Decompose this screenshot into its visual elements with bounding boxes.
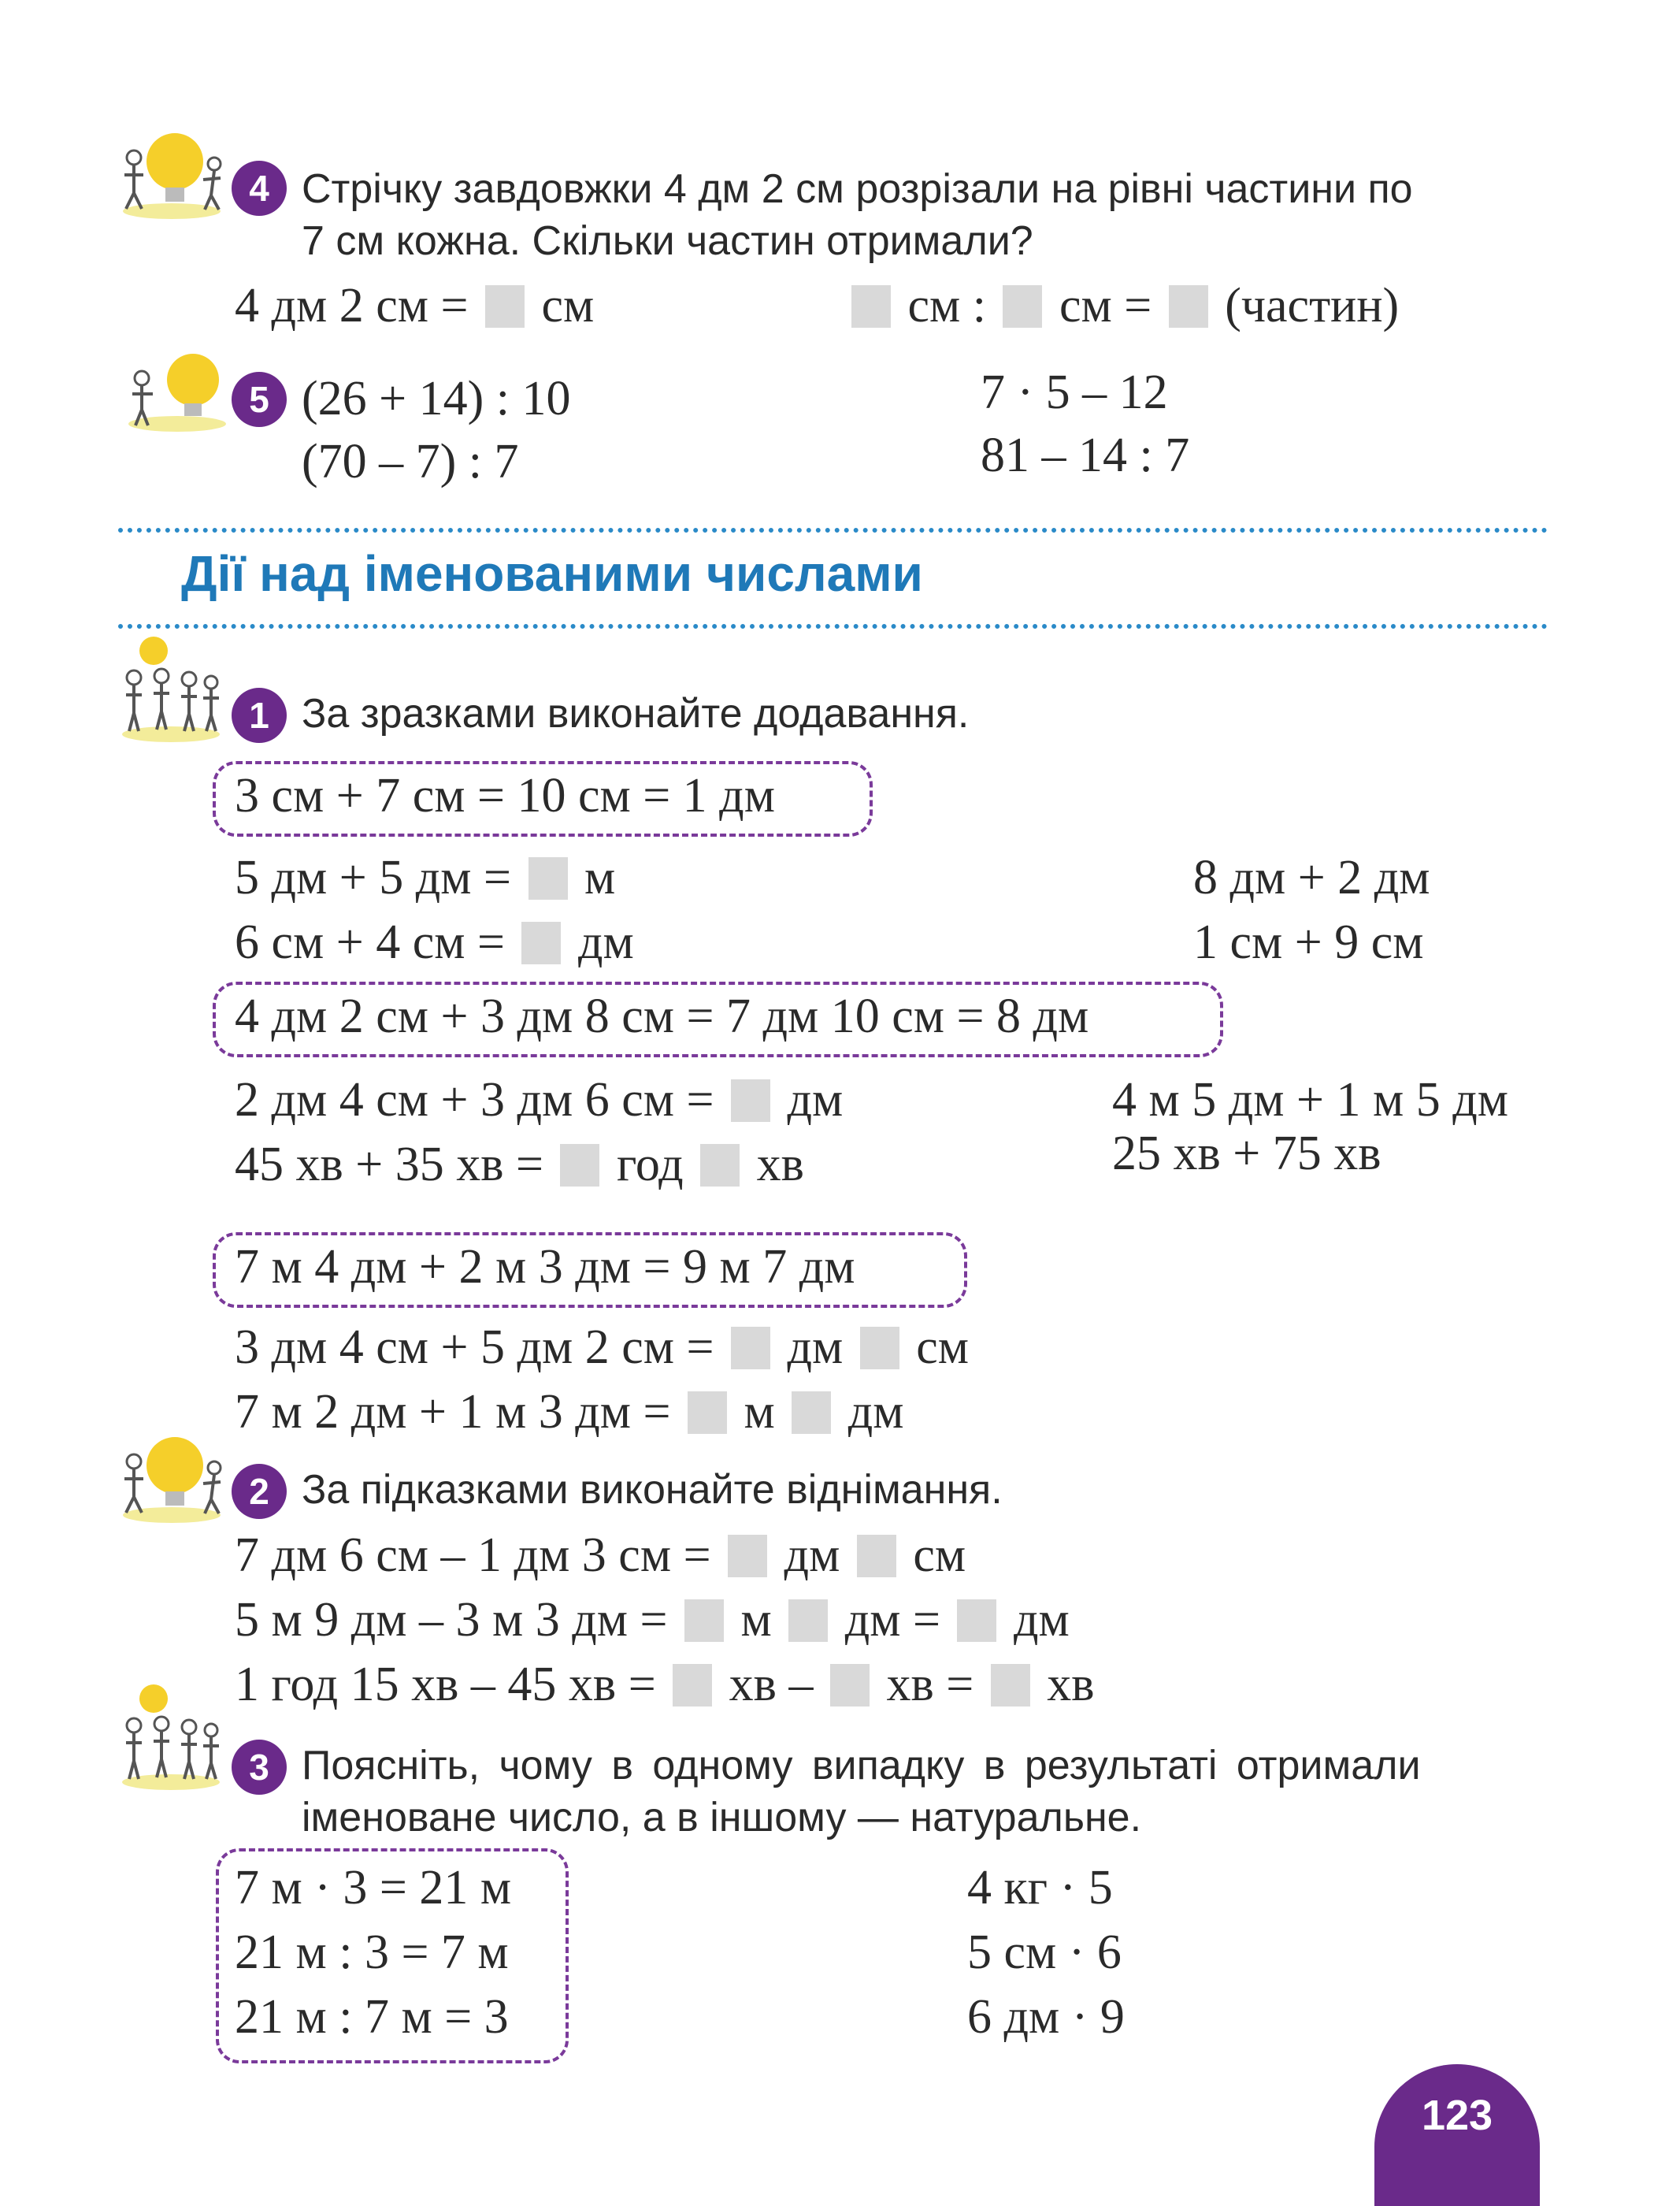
equation-text: год — [616, 1138, 684, 1191]
exercise-3-instruction-line2: іменоване число, а в іншому — натуральне. — [302, 1795, 1142, 1840]
task-4-text-line1: Стрічку завдовжки 4 дм 2 см розрізали на рівні частини по — [302, 166, 1413, 212]
ex1-right-1a: 8 дм + 2 дм — [1193, 851, 1430, 904]
equation-text: хв – — [729, 1658, 814, 1711]
ex2-row-2 — [235, 1590, 1070, 1650]
equation-text: дм — [847, 1385, 904, 1439]
ex2-row-1 — [235, 1525, 966, 1585]
equation-text: (частин) — [1225, 279, 1400, 332]
ex3-right-2: 5 см · 6 — [967, 1926, 1122, 1979]
task-4-badge: 4 — [232, 161, 287, 216]
equation-text: м — [740, 1593, 772, 1647]
answer-box[interactable] — [1169, 285, 1208, 328]
task-5-badge: 5 — [232, 372, 287, 427]
ex1-row-3b — [235, 1382, 903, 1442]
task-4-equation-right — [847, 276, 1399, 336]
exercise-1-instruction: За зразками виконайте додавання. — [302, 691, 970, 737]
section-divider-bottom — [118, 624, 1548, 629]
equation-text: 1 год 15 хв – 45 хв = — [235, 1658, 656, 1711]
equation-text: 3 дм 4 см + 5 дм 2 см = — [235, 1320, 714, 1374]
answer-box[interactable] — [788, 1599, 828, 1642]
group-people-icon — [118, 1678, 224, 1792]
lightbulb-person-icon — [118, 347, 228, 433]
section-title: Дії над іменованими числами — [181, 545, 923, 602]
answer-box[interactable] — [684, 1599, 724, 1642]
ex3-left-1: 7 м · 3 = 21 м — [235, 1861, 512, 1914]
lightbulb-people-icon — [118, 1430, 224, 1525]
ex1-right-2a: 4 м 5 дм + 1 м 5 дм — [1112, 1073, 1508, 1127]
task-5-expression-1: (26 + 14) : 10 — [302, 372, 571, 425]
answer-box[interactable] — [485, 285, 525, 328]
sample-3: 7 м 4 дм + 2 м 3 дм = 9 м 7 дм — [235, 1240, 855, 1294]
ex2-row-3 — [235, 1654, 1094, 1714]
equation-text: см = — [1059, 279, 1152, 332]
equation-text: 6 см + 4 см = — [235, 915, 505, 969]
equation-text: 5 дм + 5 дм = — [235, 851, 511, 904]
equation-text: хв — [1047, 1658, 1095, 1711]
section-divider-top — [118, 528, 1548, 533]
task-4-text-line2: 7 см кожна. Скільки частин отримали? — [302, 218, 1033, 264]
answer-box[interactable] — [528, 857, 568, 900]
equation-text: 7 дм 6 см – 1 дм 3 см = — [235, 1528, 711, 1582]
equation-text: хв = — [886, 1658, 974, 1711]
answer-box[interactable] — [521, 922, 561, 964]
task-5-expression-2: (70 – 7) : 7 — [302, 435, 519, 488]
answer-box[interactable] — [991, 1664, 1030, 1706]
equation-text: 2 дм 4 см + 3 дм 6 см = — [235, 1073, 714, 1127]
ex3-left-2: 21 м : 3 = 7 м — [235, 1926, 509, 1979]
task-5-expression-4: 81 – 14 : 7 — [981, 429, 1190, 482]
exercise-3-instruction-line1: Поясніть, чому в одному випадку в результаті отримали — [302, 1743, 1421, 1788]
equation-text: см — [541, 279, 595, 332]
equation-text: 5 м 9 дм – 3 м 3 дм = — [235, 1593, 668, 1647]
exercise-3-badge: 3 — [232, 1740, 287, 1795]
equation-text: м — [744, 1385, 775, 1439]
answer-box[interactable] — [700, 1144, 740, 1187]
exercise-2-instruction: За підказками виконайте віднімання. — [302, 1467, 1003, 1513]
ex1-row-2a — [235, 1070, 843, 1130]
task-4-equation-left — [235, 276, 594, 336]
answer-box[interactable] — [851, 285, 891, 328]
equation-text: 7 м 2 дм + 1 м 3 дм = — [235, 1385, 671, 1439]
group-people-icon — [118, 630, 224, 745]
equation-text: дм — [787, 1320, 844, 1374]
equation-text: см : — [907, 279, 986, 332]
answer-box[interactable] — [860, 1327, 899, 1369]
answer-box[interactable] — [688, 1391, 727, 1434]
ex1-row-1a — [235, 848, 615, 908]
answer-box[interactable] — [728, 1535, 767, 1577]
exercise-2-badge: 2 — [232, 1464, 287, 1519]
ex1-row-2b — [235, 1135, 804, 1194]
exercise-1-badge: 1 — [232, 688, 287, 743]
sample-2: 4 дм 2 см + 3 дм 8 см = 7 дм 10 см = 8 дм — [235, 990, 1089, 1043]
equation-text: дм — [784, 1528, 840, 1582]
answer-box[interactable] — [1003, 285, 1042, 328]
ex3-right-3: 6 дм · 9 — [967, 1990, 1125, 2044]
equation-text: см — [913, 1528, 966, 1582]
equation-text: 45 хв + 35 хв = — [235, 1138, 543, 1191]
answer-box[interactable] — [673, 1664, 712, 1706]
answer-box[interactable] — [731, 1327, 770, 1369]
page-number: 123 — [1374, 2064, 1540, 2206]
task-5-expression-3: 7 · 5 – 12 — [981, 366, 1168, 419]
ex3-left-3: 21 м : 7 м = 3 — [235, 1990, 509, 2044]
equation-text: м — [584, 851, 616, 904]
equation-text: см — [916, 1320, 970, 1374]
answer-box[interactable] — [830, 1664, 870, 1706]
equation-text: дм — [787, 1073, 844, 1127]
lightbulb-people-icon — [118, 126, 224, 221]
equation-text: 4 дм 2 см = — [235, 279, 469, 332]
sample-1: 3 см + 7 см = 10 см = 1 дм — [235, 769, 775, 823]
answer-box[interactable] — [857, 1535, 896, 1577]
equation-text: дм — [577, 915, 634, 969]
answer-box[interactable] — [560, 1144, 599, 1187]
equation-text: дм — [1013, 1593, 1070, 1647]
ex3-right-1: 4 кг · 5 — [967, 1861, 1113, 1914]
ex1-right-2b: 25 хв + 75 хв — [1112, 1127, 1381, 1180]
ex1-right-1b: 1 см + 9 см — [1193, 915, 1424, 969]
ex1-row-3a — [235, 1317, 969, 1377]
answer-box[interactable] — [957, 1599, 996, 1642]
equation-text: дм = — [844, 1593, 940, 1647]
answer-box[interactable] — [792, 1391, 831, 1434]
ex1-row-1b — [235, 912, 634, 972]
answer-box[interactable] — [731, 1079, 770, 1122]
equation-text: хв — [756, 1138, 804, 1191]
